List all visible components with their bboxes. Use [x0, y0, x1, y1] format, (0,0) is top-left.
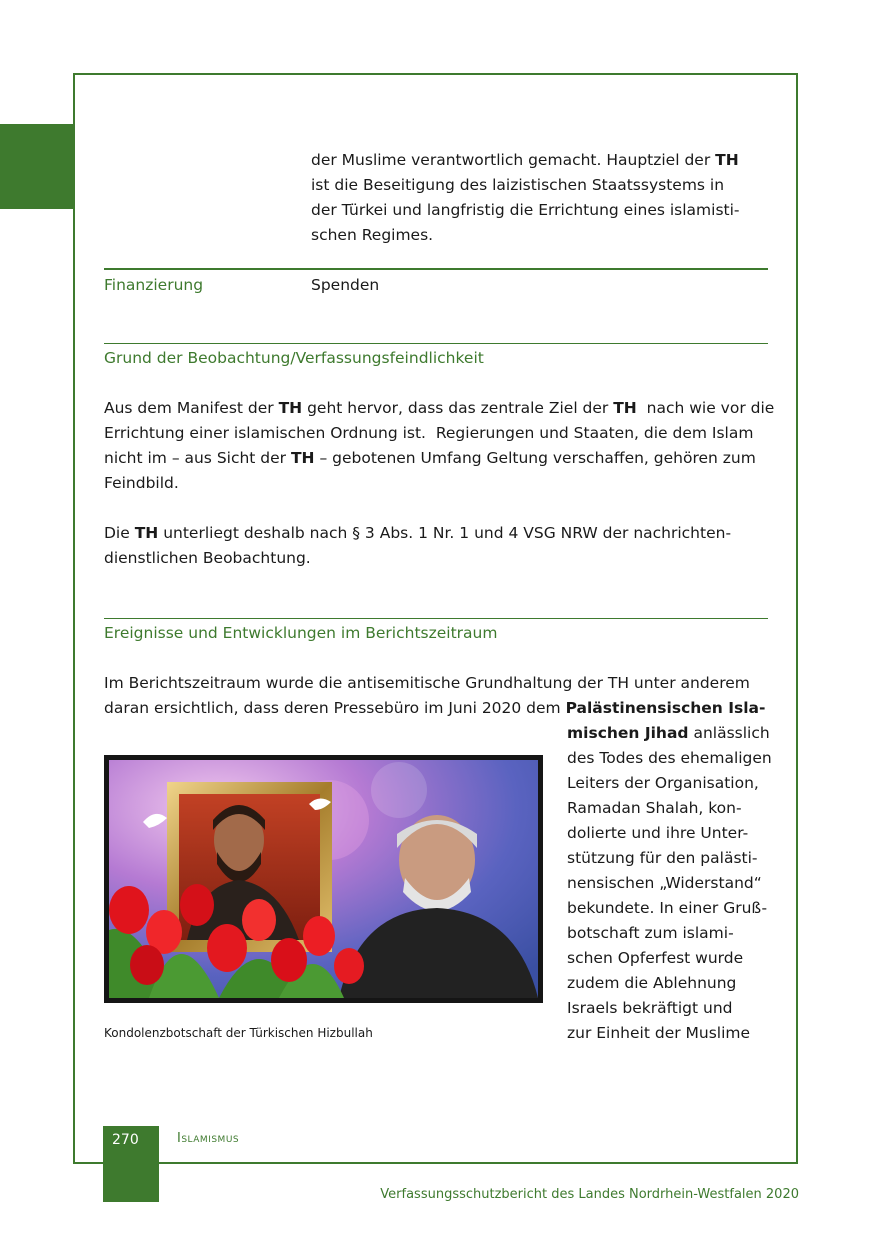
- report-footer: Verfassungsschutzbericht des Landes Nordrhein-Westfalen 2020: [380, 1187, 799, 1202]
- financing-label: Finanzierung: [104, 276, 204, 294]
- events-paragraph-intro: Im Berichtszeitraum wurde die antisemitische Grundhaltung der TH unter anderem daran ersichtlich, dass deren Pressebüro im Juni 2020 dem Palästinensischen Isla-: [104, 674, 766, 717]
- running-section-title: Islamismus: [177, 1131, 240, 1146]
- events-heading: Ereignisse und Entwicklungen im Berichtszeitraum: [104, 624, 498, 642]
- section-divider: [104, 343, 768, 344]
- condolence-photo: [104, 755, 543, 1003]
- intro-paragraph: der Muslime verantwortlich gemacht. Hauptziel der TH ist die Beseitigung des laizistischen Staatssystems in der Türkei und langfristig die Errichtung eines islamisti- schen Regimes.: [311, 151, 740, 244]
- page-number-box: [103, 1126, 159, 1202]
- photo-caption: Kondolenzbotschaft der Türkischen Hizbullah: [104, 1026, 373, 1040]
- observation-paragraph-2: Die TH unterliegt deshalb nach § 3 Abs. 1 Nr. 1 und 4 VSG NRW der nachrichten- dienstlichen Beobachtung.: [104, 524, 732, 567]
- financing-value: Spenden: [311, 276, 380, 294]
- observation-paragraph-1: Aus dem Manifest der TH geht hervor, dass das zentrale Ziel der TH nach wie vor die Errichtung einer islamischen Ordnung ist. Regierungen und Staaten, die dem Islam nicht im – aus Sicht der TH – gebotenen Umfang Geltung verschaffen, gehören zum Feindbild.: [104, 399, 775, 492]
- condolence-image: [109, 760, 538, 998]
- chapter-tab-marker: [0, 124, 75, 209]
- observation-heading: Grund der Beobachtung/Verfassungsfeindlichkeit: [104, 349, 484, 367]
- section-divider: [104, 618, 768, 619]
- events-paragraph-column: mischen Jihad anlässlich des Todes des ehemaligen Leiters der Organisation, Ramadan Shalah, kon- dolierte und ihre Unter- stützung für den palästi- nensischen „Widerstand“ bekundete. In einer Gruß- botschaft zum islami- schen Opferfest wurde zudem die Ablehnung Israels bekräftigt und zur Einheit der Muslime: [567, 724, 772, 1042]
- page-number: 270: [112, 1132, 139, 1148]
- section-divider: [104, 268, 768, 270]
